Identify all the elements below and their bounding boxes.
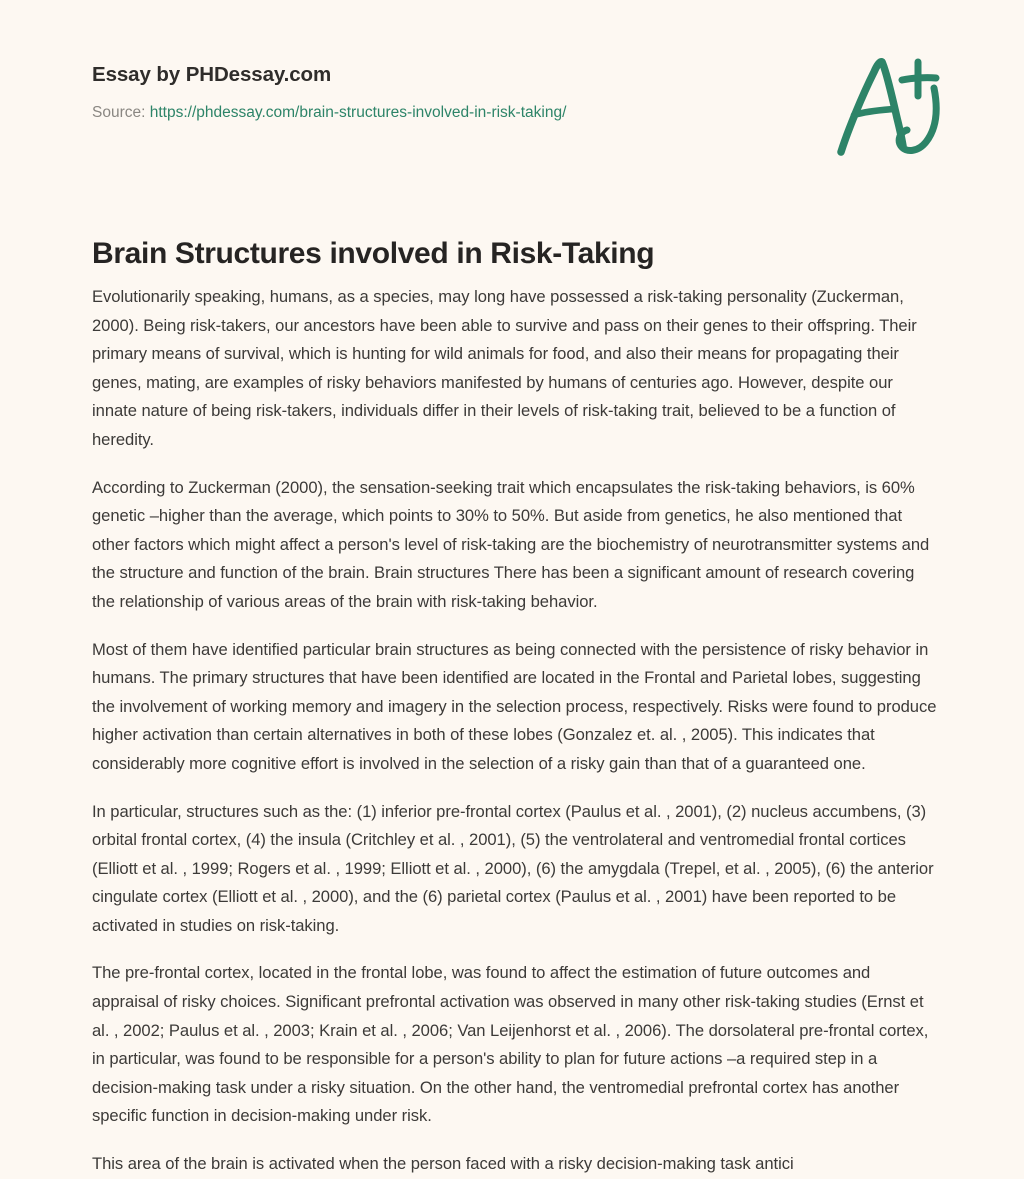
- paragraph: Most of them have identified particular brain structures as being connected with the persistence of risky behavior in humans. The primary structures that have been identified are located in the Frontal and Parietal lobes, suggesting the involvement of working memory and imagery in the selection process, respectively. Risks were found to produce higher activation than certain alternatives in both of these lobes (Gonzalez et. al. , 2005). This indicates that considerably more cognitive effort is involved in the selection of a risky gain than that of a guaranteed one.: [92, 639, 937, 773]
- paragraph: Evolutionarily speaking, humans, as a species, may long have possessed a risk-taking personality (Zuckerman, 2000). Being risk-takers, our ancestors have been able to survive and pass on their genes to their offspring. Their primary means of survival, which is hunting for wild animals for food, and also their means for propagating their genes, mating, are examples of risky behaviors manifested by humans of centuries ago. However, despite our innate nature of being risk-takers, individuals differ in their levels of risk-taking trait, believed to be a function of heredity.: [92, 287, 917, 449]
- aplus-logo-icon: [830, 52, 960, 162]
- source-line: [92, 103, 942, 123]
- aplus-logo: [830, 52, 960, 162]
- document-header: [92, 62, 942, 123]
- paragraph: According to Zuckerman (2000), the sensation-seeking trait which encapsulates the risk-taking behaviors, is 60% genetic –higher than the average, which points to 30% to 50%. But aside from genetics, he also mentioned that other factors which might affect a person's level of risk-taking are the biochemistry of neurotransmitter systems and the structure and function of the brain. Brain structures There has been a significant amount of research covering the relationship of various areas of the brain with risk-taking behavior.: [92, 477, 930, 611]
- paragraph: This area of the brain is activated when the person faced with a risky decision-making task antici: [92, 1154, 794, 1174]
- brand-title: Essay by PHDessay.com: [92, 63, 332, 86]
- article-body: [92, 283, 938, 1179]
- paragraph: In particular, structures such as the: (1) inferior pre-frontal cortex (Paulus et al. , 2001), (2) nucleus accumbens, (3) orbital frontal cortex, (4) the insula (Critchley et al. , 2001), (5) the ventrolateral and ventromedial frontal cortices (Elliott et al. , 1999; Rogers et al. , 1999; Elliott et al. , 2000), (6) the amygdala (Trepel, et al. , 2005), (6) the anterior cingulate cortex (Elliott et al. , 2000), and the (6) parietal cortex (Paulus et al. , 2001) have been reported to be activated in studies on risk-taking.: [92, 801, 934, 935]
- page-title: Brain Structures involved in Risk-Taking: [92, 237, 655, 271]
- source-url-link[interactable]: https://phdessay.com/brain-structures-involved-in-risk-taking/: [149, 103, 567, 121]
- source-label: Source:: [92, 103, 146, 121]
- paragraph: The pre-frontal cortex, located in the frontal lobe, was found to affect the estimation of future outcomes and appraisal of risky choices. Significant prefrontal activation was observed in many other risk-taking studies (Ernst et al. , 2002; Paulus et al. , 2003; Krain et al. , 2006; Van Leijenhorst et al. , 2006). The dorsolateral pre-frontal cortex, in particular, was found to be responsible for a person's ability to plan for future actions –a required step in a decision-making task under a risky situation. On the other hand, the ventromedial prefrontal cortex has another specific function in decision-making under risk.: [92, 963, 929, 1126]
